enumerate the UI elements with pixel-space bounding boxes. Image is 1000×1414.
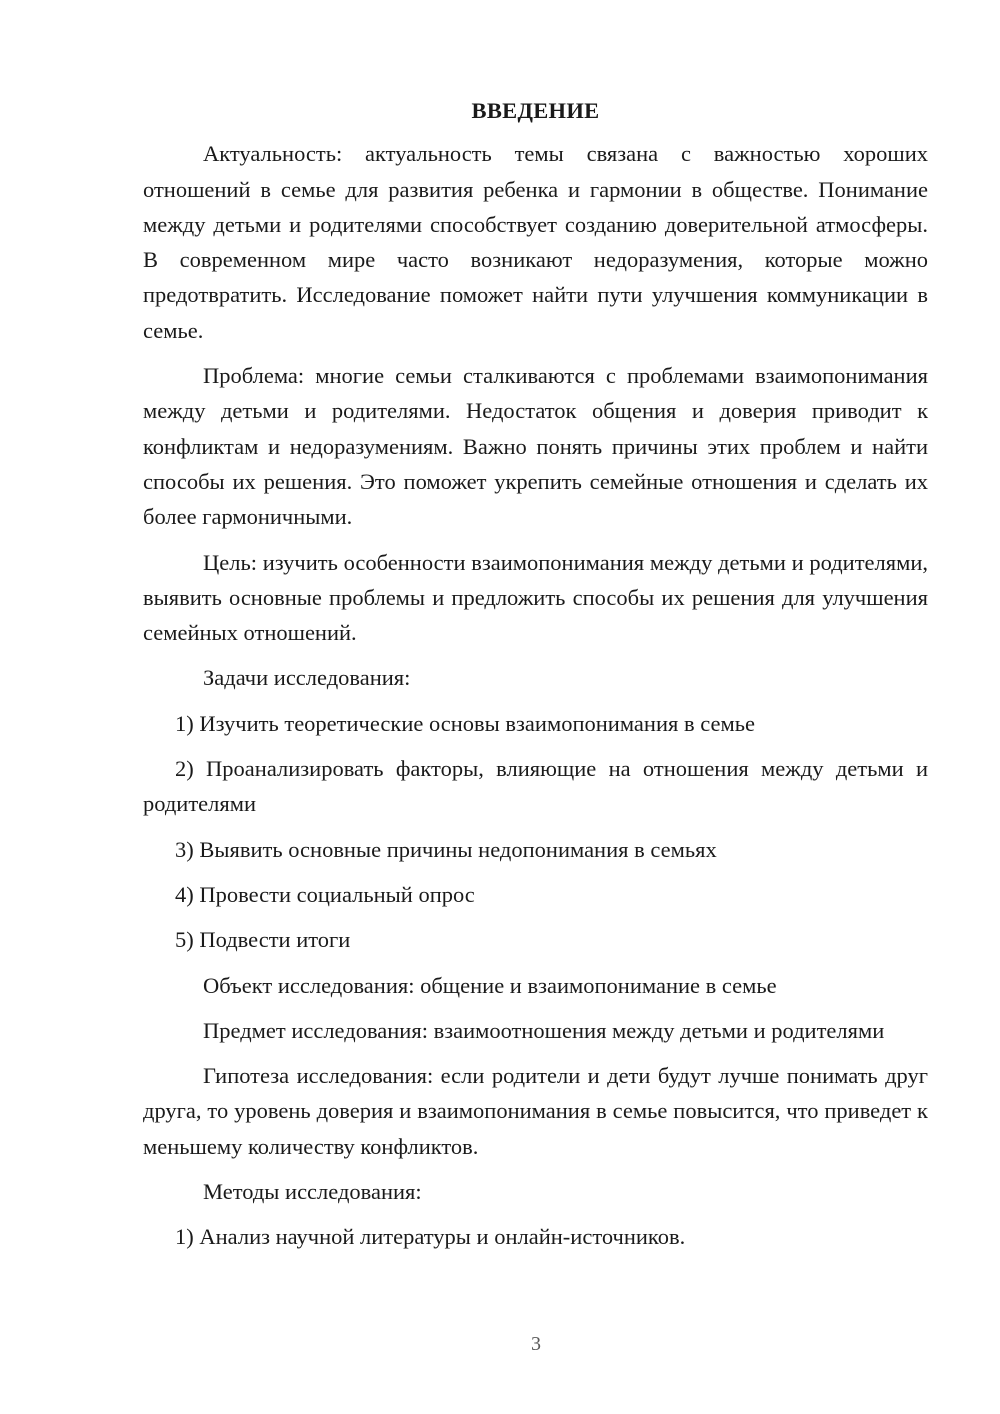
goal-paragraph: Цель: изучить особенности взаимопонимания между детьми и родителями, выявить основные проблемы и предложить способы их решения для улучшения семейных отношений.	[143, 549, 928, 646]
object-paragraph: Объект исследования: общение и взаимопонимание в семье	[203, 972, 777, 998]
problem-paragraph: Проблема: многие семьи сталкиваются с проблемами взаимопонимания между детьми и родителями. Недостаток общения и доверия приводит к конфликтам и недоразумениям. Важно понять причины этих проблем и найти способы их решения. Это поможет укрепить семейные отношения и сделать их более гармоничными.	[143, 363, 928, 530]
relevance-paragraph: Актуальность: актуальность темы связана с важностью хороших отношений в семье для развития ребенка и гармонии в обществе. Понимание между детьми и родителями способствует созданию доверительной атмосферы. В современном мире часто возникают недоразумения, которые можно предотвратить. Исследование поможет найти пути улучшения коммуникации в семье.	[143, 141, 928, 343]
task-item-2: 2) Проанализировать факторы, влияющие на отношения между детьми и родителями	[143, 756, 928, 817]
page-number: 3	[531, 1333, 541, 1355]
task-item-3: 3) Выявить основные причины недопонимания в семьях	[175, 836, 717, 862]
subject-paragraph: Предмет исследования: взаимоотношения между детьми и родителями	[203, 1017, 885, 1043]
method-item-1: 1) Анализ научной литературы и онлайн-источников.	[175, 1224, 686, 1250]
task-item-1: 1) Изучить теоретические основы взаимопонимания в семье	[175, 710, 755, 736]
section-heading: ВВЕДЕНИЕ	[471, 98, 600, 123]
task-item-5: 5) Подвести итоги	[175, 927, 351, 953]
tasks-heading: Задачи исследования:	[203, 665, 411, 691]
methods-heading: Методы исследования:	[203, 1179, 422, 1205]
hypothesis-paragraph: Гипотеза исследования: если родители и дети будут лучше понимать друг друга, то уровень доверия и взаимопонимания в семье повысится, что приведет к меньшему количеству конфликтов.	[143, 1063, 928, 1159]
page-content	[143, 93, 928, 1265]
task-item-4: 4) Провести социальный опрос	[175, 881, 475, 907]
